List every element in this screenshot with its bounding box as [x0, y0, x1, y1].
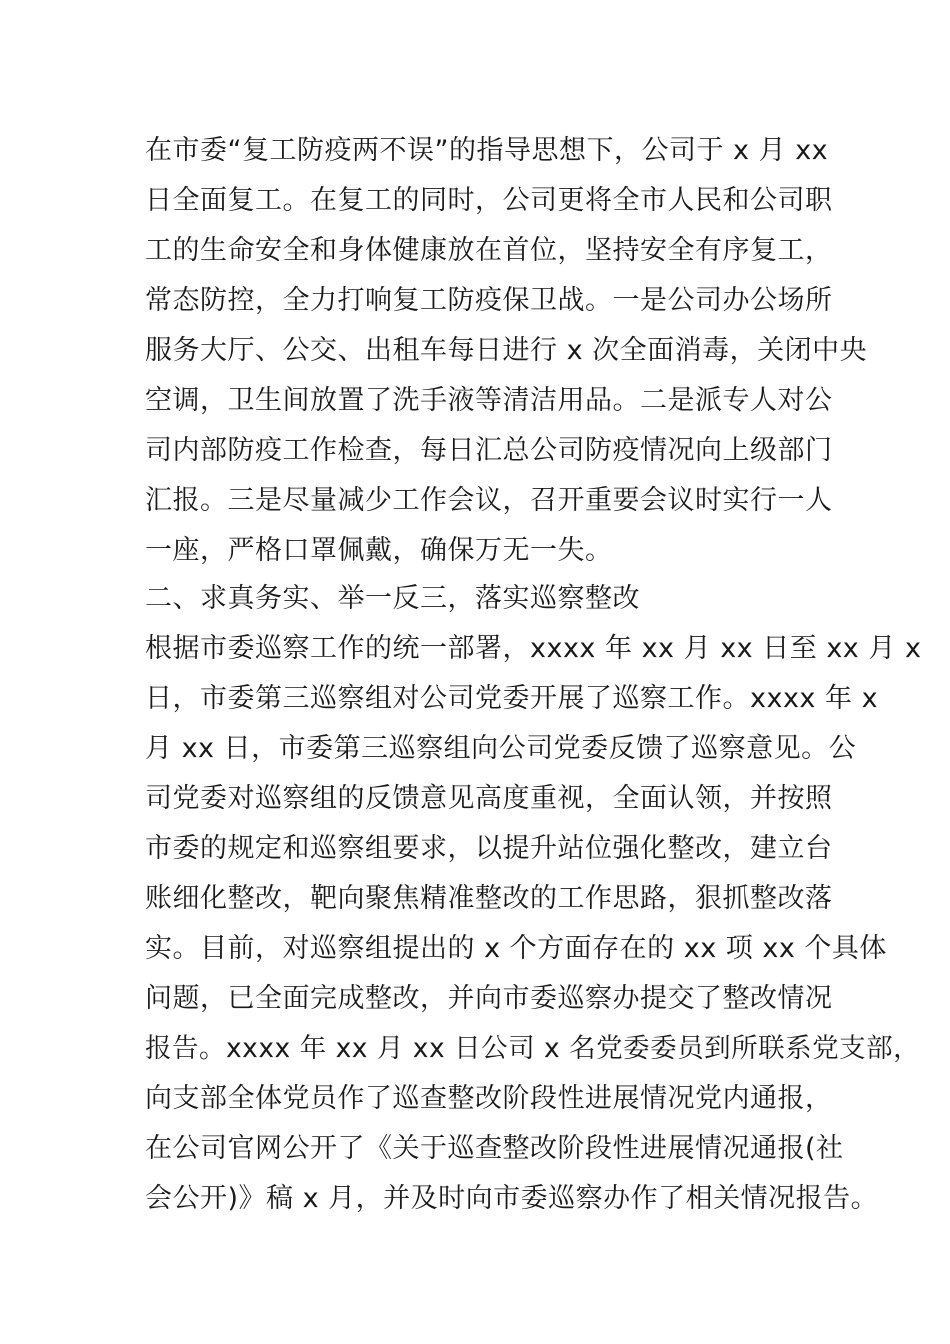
paragraph-2-line-4: 司党委对巡察组的反馈意见高度重视，全面认领，并按照	[145, 783, 833, 814]
paragraph-2-line-5: 市委的规定和巡察组要求，以提升站位强化整改，建立台	[145, 833, 833, 864]
paragraph-2-line-1: 根据市委巡察工作的统一部署，xxxx 年 xx 月 xx 日至 xx 月 x	[145, 633, 922, 664]
paragraph-1-line-8: 汇报。三是尽量减少工作会议，召开重要会议时实行一人	[145, 485, 833, 516]
paragraph-1-line-4: 常态防控，全力打响复工防疫保卫战。一是公司办公场所	[145, 285, 833, 316]
paragraph-2-line-9: 报告。xxxx 年 xx 月 xx 日公司 x 名党委委员到所联系党支部，	[145, 1033, 921, 1064]
paragraph-2-line-7: 实。目前，对巡察组提出的 x 个方面存在的 xx 项 xx 个具体	[145, 933, 887, 964]
paragraph-1-line-7: 司内部防疫工作检查，每日汇总公司防疫情况向上级部门	[145, 435, 833, 466]
paragraph-1-line-6: 空调，卫生间放置了洗手液等清洁用品。二是派专人对公	[145, 385, 833, 416]
paragraph-2-line-12: 会公开)》稿 x 月，并及时向市委巡察办作了相关情况报告。	[145, 1183, 879, 1214]
paragraph-1-line-5: 服务大厅、公交、出租车每日进行 x 次全面消毒，关闭中央	[145, 335, 868, 366]
section-heading-2: 二、求真务实、举一反三，落实巡察整改	[145, 583, 640, 614]
paragraph-2-line-8: 问题，已全面完成整改，并向市委巡察办提交了整改情况	[145, 983, 833, 1014]
paragraph-2-line-6: 账细化整改，靶向聚焦精准整改的工作思路，狠抓整改落	[145, 883, 833, 914]
paragraph-1-line-1: 在市委“复工防疫两不误”的指导思想下，公司于 x 月 xx	[145, 135, 829, 166]
paragraph-2-line-2: 日，市委第三巡察组对公司党委开展了巡察工作。xxxx 年 x	[145, 683, 879, 714]
paragraph-2-line-3: 月 xx 日，市委第三巡察组向公司党委反馈了巡察意见。公	[145, 733, 857, 764]
paragraph-1-line-2: 日全面复工。在复工的同时，公司更将全市人民和公司职	[145, 185, 833, 216]
paragraph-2-line-11: 在公司官网公开了《关于巡查整改阶段性进展情况通报(社	[145, 1133, 844, 1164]
paragraph-1-line-9: 一座，严格口罩佩戴，确保万无一失。	[145, 535, 613, 566]
paragraph-2-line-10: 向支部全体党员作了巡查整改阶段性进展情况党内通报，	[145, 1083, 833, 1114]
paragraph-1-line-3: 工的生命安全和身体健康放在首位，坚持安全有序复工，	[145, 235, 833, 266]
